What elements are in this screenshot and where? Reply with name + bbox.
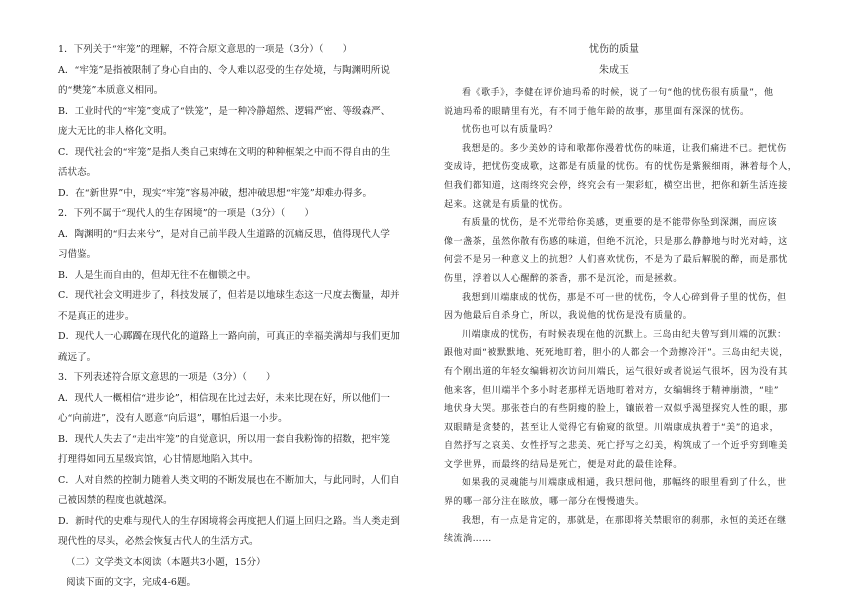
question-line: 庞大无比的非人格化文明。: [58, 126, 173, 137]
question-line: 1．下列关于“牢笼”的理解，不符合原文意思的一项是（3分）（ ）: [58, 44, 353, 55]
essay-line: 变成诗，把忧伤变成歌，这都是有质量的忧伤。有的忧伤是紫猴细雨，淋着每个人，: [444, 162, 798, 173]
essay-line: 川端康成的忧伤，有时候表现在他的沉默上。三岛由纪夫曾写到川端的沉默：: [462, 329, 787, 340]
question-line: 打理得如同五星级宾馆，心甘情愿地陷入其中。: [58, 454, 259, 465]
right-column: [444, 40, 798, 549]
essay-line: 我想，有一点是肯定的，那就是，在那即将关禁眼帘的刹那，永恒的美还在继: [462, 515, 787, 526]
essay-line: 但我们都知道，这雨终究会停，终究会有一架彩虹，横空出世，把你和新生活连接: [444, 180, 788, 191]
essay-line: 有个刚出道的年轻女编辑初次访问川端氏，运气很好或者说运气很坏，因为没有其: [444, 366, 788, 377]
question-line: A．“牢笼”是指被限制了身心自由的、令人难以忍受的生存处境，与陶渊明所说: [58, 64, 390, 76]
question-line: C．现代社会文明进步了，科技发展了，但若是以地球生态这一尺度去衡量，却并: [58, 290, 400, 301]
question-line: D．在“新世界”中，现实“牢笼”容易冲破，想冲破思想“牢笼”却难办得多。: [58, 187, 373, 199]
question-line: C．人对自然的控制力随着人类文明的不断发展也在不断加大，与此同时，人们自: [58, 474, 400, 486]
question-line: 己被因禁的程度也就越深。: [58, 495, 173, 506]
question-line: C．现代社会的“牢笼”是指人类自己束缚在文明的种种框架之中而不得自由的生: [58, 146, 391, 158]
essay-line: 我想到川端康成的忧伤，那是不可一世的忧伤，令人心碎到骨子里的忧伤，但: [462, 292, 787, 303]
question-line: 的“樊笼”本质意义相同。: [58, 85, 164, 96]
essay-line: 他来客，但川端半个多小时老那样无语地盯着对方，女编辑终于精神崩溃，“哇”: [444, 385, 780, 396]
essay-line: 文学世界，而最终的结局是死亡，便是对此的最佳诠释。: [444, 459, 683, 470]
question-line: 习借鉴。: [58, 249, 97, 260]
essay-line: 我想是的。多少美妙的诗和歌都你漫着忧伤的味道，让我们痛进不已。把忧伤: [462, 143, 787, 154]
question-line: D．新时代的史难与现代人的生存困境将会再度把人们逼上回归之路。当人类走到: [58, 515, 400, 527]
question-line: 疏远了。: [58, 351, 97, 363]
question-line: A．现代人一概相信“进步论”，相信现在比过去好，未来比现在好，所以他们一: [58, 392, 390, 404]
question-line: 活状态。: [58, 167, 97, 178]
essay-line: 有质量的忧伤，是不光带给你美感，更重要的是不能带你坠到深渊，而应该: [462, 218, 778, 229]
essay-line: 起来。这就是有质量的忧伤。: [444, 199, 569, 210]
essay-line: 因为他最后自杀身亡，所以，我说他的忧伤是没有质量的。: [444, 311, 693, 322]
essay-line: 自然抒写之哀美、女性抒写之悲美、死亡抒写之幻美，构筑成了一个近乎穷到唯美: [444, 441, 788, 452]
question-line: A．陶渊明的“归去来兮”，是对自己前半段人生道路的沉痛反思，值得现代人学: [58, 228, 390, 240]
essay-line: 伤里，浮着以人心醒醉的茶香，那不是沉沦，而是拯救。: [444, 273, 683, 284]
question-line: 2．下列不属于“现代人的生存困境”的一项是（3分）（ ）: [58, 208, 315, 219]
essay-line: 地伏身大哭。那张苍白的有些阴瘦的脸上，镶嵌着一双似乎渴望探究人性的眼，那: [444, 404, 788, 415]
essay-line: 界的哪一部分注在眩放，哪一部分在慢慢遗失。: [444, 497, 645, 508]
essay-line: 双眼睛是贪婪的，甚至让人觉得它有偷窥的欲望。川端康成执着于“美”的追求，: [444, 422, 780, 433]
essay-line: 续流淌……: [444, 534, 492, 545]
question-line: D．现代人一心踯躅在现代化的道路上一路向前，可真正的幸福美满却与我们更加: [58, 331, 400, 342]
essay-line: 说迪玛希的眼睛里有光，有不同于他年龄的故事，那里面有深深的忧伤。: [444, 106, 750, 117]
essay-author: 朱成玉: [599, 65, 629, 76]
essay-title: 忧伤的质量: [589, 44, 639, 55]
question-line: 心“向前进”，没有人愿意“向后退”，哪怕后退一小步。: [58, 413, 288, 424]
question-line: 阅读下面的文字，完成4-6题。: [66, 577, 197, 588]
essay-line: 何尝不是另一种意义上的抗想？人们喜欢忧伤，不是为了最后解脱的醉，而是那忧: [444, 255, 788, 266]
essay-line: 看《歌手》，李健在评价迪玛希的时候，说了一句“他的忧伤很有质量”，他: [462, 88, 774, 98]
question-line: B．现代人失去了“走出牢笼”的自觉意识，所以用一套自我粉饰的招数，把牢笼: [58, 433, 390, 445]
question-line: 现代性的尽头，必然会恢复古代人的生活方式。: [58, 536, 259, 547]
question-line: （二）文学类文本阅读（本题共3小题，15分）: [66, 556, 266, 568]
essay-line: 像一盏茶，虽然你散有伤感的味道，但绝不沉沦，只是那么静静地与时光对峙，这: [444, 236, 788, 247]
question-line: B．工业时代的“牢笼”变成了“铁笼”，是一种冷静超然、逻辑严密、等级森严、: [58, 105, 391, 117]
essay-line: 如果我的灵魂能与川端康成相通，我只想问他，那幅终的眼里看到了什么，世: [462, 478, 787, 489]
question-line: 不是真正的进步。: [58, 310, 135, 322]
essay-line: 忧伤也可以有质量吗？: [462, 125, 558, 136]
question-line: 3．下列表述符合原文意思的一项是（3分）（ ）: [58, 372, 276, 383]
essay-body: [444, 84, 798, 549]
essay-line: 跟他对面“被默默地、死死地盯着，胆小的人都会一个劲擦冷汗”。三岛由纪夫说，: [444, 348, 789, 359]
question-line: B．人是生而自由的，但却无往不在枷锁之中。: [58, 269, 257, 281]
left-column: [58, 40, 400, 594]
